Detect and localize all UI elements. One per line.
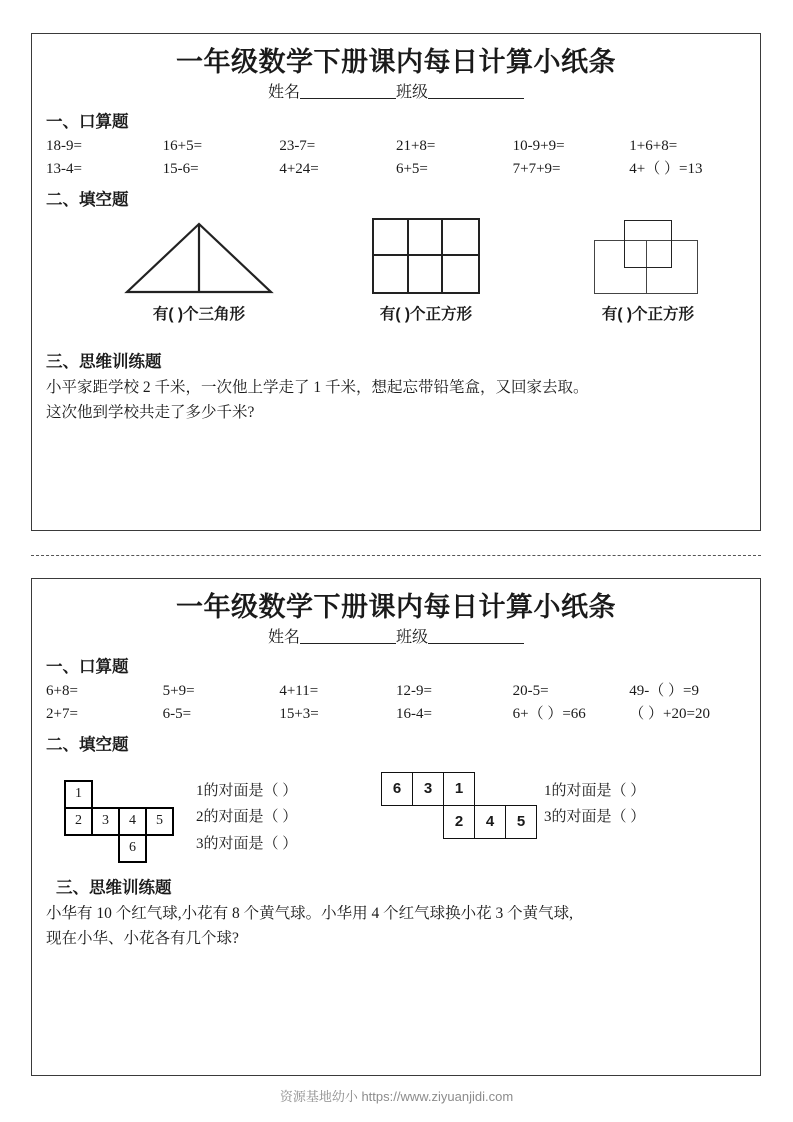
footer-watermark: 资源基地幼小 https://www.ziyuanjidi.com	[279, 1089, 514, 1104]
section-heading-fill-blank: 二、填空题	[46, 189, 129, 209]
net-row	[65, 835, 173, 862]
calc-row	[46, 158, 746, 181]
page-title: 一年级数学下册课内每日计算小纸条	[176, 592, 616, 622]
problem-line: 这次他到学校共走了多少千米?	[46, 403, 255, 421]
net-cell: 4	[475, 805, 506, 838]
figure-caption: 有( )个正方形	[601, 305, 695, 323]
calc-row	[46, 680, 746, 703]
cut-line-divider	[31, 555, 761, 556]
net-cell-empty	[506, 772, 537, 805]
net-cell: 3	[413, 772, 444, 805]
net-row	[382, 805, 537, 838]
net-cell: 6	[119, 835, 146, 862]
problem-line: 小华有 10 个红气球,小花有 8 个黄气球。小华用 4 个红气球换小花 3 个黄气球,	[46, 904, 574, 922]
calc-item: 5+9=	[162, 683, 195, 700]
calc-item: 10-9+9=	[512, 138, 565, 155]
question-item: 2的对面是（ ）	[196, 809, 298, 826]
calc-item: 6+8=	[46, 683, 78, 700]
calc-item: 15-6=	[162, 161, 199, 178]
calc-item: 15+3=	[279, 706, 319, 723]
cube-net-diagram-1	[64, 780, 174, 863]
net-cell: 2	[444, 805, 475, 838]
name-label: 姓名	[267, 84, 300, 102]
student-info-line	[46, 79, 746, 102]
calc-item: 6+5=	[395, 161, 428, 178]
student-info-line	[46, 624, 746, 647]
grid-icon	[341, 218, 511, 298]
calc-item: 1+6+8=	[629, 138, 678, 155]
word-problem	[46, 901, 746, 951]
worksheet-panel-2	[31, 578, 761, 1076]
calc-item: 4+24=	[279, 161, 319, 178]
word-problem	[46, 375, 746, 425]
figure-row	[46, 216, 746, 344]
calc-row	[46, 135, 746, 158]
calc-item: 20-5=	[512, 683, 549, 700]
calc-item: 6+（ ）=66	[512, 706, 586, 723]
class-input-blank[interactable]	[428, 83, 524, 99]
name-input-blank[interactable]	[300, 83, 396, 99]
worksheet-panel-1	[31, 33, 761, 531]
calc-item: （ ）+20=20	[629, 706, 710, 723]
net-row	[382, 772, 537, 805]
net-cell: 3	[92, 808, 119, 835]
calc-item: 21+8=	[395, 138, 436, 155]
section-heading-oral-calc: 一、口算题	[46, 112, 129, 132]
figure-caption: 有( )个三角形	[152, 305, 246, 323]
figure-grid	[341, 218, 511, 324]
net-cell: 1	[444, 772, 475, 805]
question-list-2	[544, 778, 645, 831]
net-cell-empty	[65, 835, 92, 862]
net-cell-empty	[475, 772, 506, 805]
net-cell-empty	[382, 805, 413, 838]
triangle-icon	[104, 218, 294, 298]
calc-item: 12-9=	[395, 683, 432, 700]
net-row	[65, 808, 173, 835]
section-heading-thinking: 三、思维训练题	[46, 351, 162, 371]
net-cell: 6	[382, 772, 413, 805]
net-cell-empty	[92, 835, 119, 862]
calc-item: 16-4=	[395, 706, 432, 723]
cube-net-diagram-2	[381, 772, 537, 839]
net-cell-empty	[413, 805, 444, 838]
calc-item: 6-5=	[162, 706, 192, 723]
net-cell-empty	[92, 781, 119, 808]
calc-row	[46, 703, 746, 726]
calc-item: 23-7=	[279, 138, 316, 155]
name-label: 姓名	[267, 629, 300, 647]
section-heading-fill-blank: 二、填空题	[46, 734, 129, 754]
net-cell-empty	[146, 781, 173, 808]
question-item: 3的对面是（ ）	[544, 809, 646, 826]
question-item: 1的对面是（ ）	[544, 782, 646, 799]
calc-item: 49-（ ）=9	[629, 683, 699, 700]
question-item: 1的对面是（ ）	[196, 782, 298, 799]
cube-net-area	[46, 758, 746, 870]
calc-item: 7+7+9=	[512, 161, 561, 178]
net-cell: 5	[506, 805, 537, 838]
net-cell: 1	[65, 781, 92, 808]
calc-item: 2+7=	[46, 706, 78, 723]
net-cell: 5	[146, 808, 173, 835]
calc-item: 16+5=	[162, 138, 203, 155]
figure-overlapping-squares	[558, 218, 738, 324]
net-cell: 2	[65, 808, 92, 835]
name-input-blank[interactable]	[300, 628, 396, 644]
question-item: 3的对面是（ ）	[196, 836, 298, 853]
calc-item: 4+11=	[279, 683, 319, 700]
section-heading-thinking: 三、思维训练题	[56, 877, 172, 897]
class-label: 班级	[396, 84, 429, 102]
problem-line: 小平家距学校 2 千米，一次他上学走了 1 千米，想起忘带铅笔盒，又回家去取。	[46, 378, 589, 396]
class-label: 班级	[396, 629, 429, 647]
net-row	[65, 781, 173, 808]
calc-item: 4+（ ）=13	[629, 161, 703, 178]
calc-item: 18-9=	[46, 138, 82, 155]
net-cell-empty	[146, 835, 173, 862]
net-cell-empty	[119, 781, 146, 808]
page-title: 一年级数学下册课内每日计算小纸条	[176, 47, 616, 77]
figure-caption: 有( )个正方形	[379, 305, 473, 323]
problem-line: 现在小华、小花各有几个球?	[46, 929, 239, 947]
calc-item: 13-4=	[46, 161, 82, 178]
class-input-blank[interactable]	[428, 628, 524, 644]
overlapping-squares-icon	[558, 218, 738, 298]
question-list-1	[196, 778, 297, 858]
figure-triangle	[104, 218, 294, 324]
section-heading-oral-calc: 一、口算题	[46, 657, 129, 677]
net-cell: 4	[119, 808, 146, 835]
